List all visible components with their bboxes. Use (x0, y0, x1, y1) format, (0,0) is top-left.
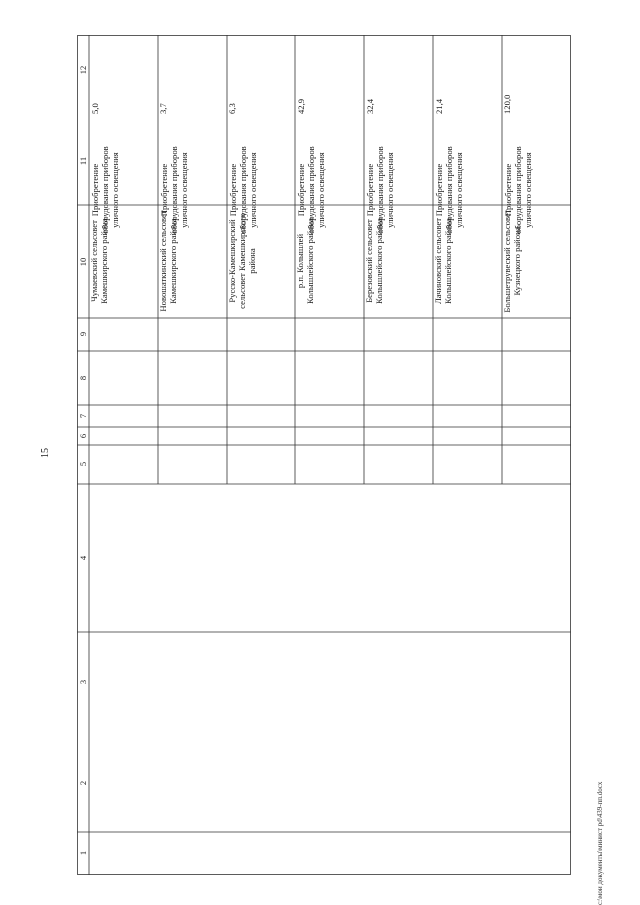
column-header-2: 2 (78, 780, 88, 786)
footer-file-path: c:\мои документы\минист pd\439-пп.docx (596, 781, 604, 905)
row-6-purpose: Приобретение оборудования приборов уличного освещения (434, 146, 465, 234)
row-4-amount: 42,9 (296, 98, 306, 114)
row-3-amount: 6,3 (227, 103, 237, 114)
row-2-amount: 3,7 (158, 103, 168, 114)
row-2-purpose: Приобретение оборудования приборов уличного освещения (159, 146, 190, 234)
column-header-5: 5 (78, 461, 88, 467)
row-6-recipient: Лачиновский сельсовет Колышлейского района (433, 217, 454, 305)
row-5-recipient: Березовский сельсовет Колышлейского района (364, 218, 385, 304)
column-header-4: 4 (78, 555, 88, 561)
budget-table (77, 35, 571, 875)
row-1-amount: 5,0 (90, 103, 100, 114)
column-header-7: 7 (78, 413, 88, 419)
row-4-purpose: Приобретение оборудования приборов уличного освещения (296, 146, 327, 234)
row-7-amount: 120,0 (502, 94, 512, 114)
row-3-purpose: Приобретение оборудования приборов уличного освещения (228, 146, 259, 234)
column-header-9: 9 (78, 331, 88, 337)
column-header-11: 11 (78, 156, 88, 166)
column-header-10: 10 (78, 257, 88, 267)
row-1-purpose: Приобретение оборудования приборов уличного освещения (90, 146, 121, 234)
column-header-6: 6 (78, 433, 88, 439)
row-7-purpose: Приобретение оборудования приборов уличного освещения (503, 146, 534, 234)
row-5-purpose: Приобретение оборудования приборов уличного освещения (365, 146, 396, 234)
row-1-recipient: Чумаевский сельсовет Камешкирского района (89, 218, 110, 304)
row-6-amount: 21,4 (434, 98, 444, 114)
row-4-recipient: р.п. Колышлей Колышлейского района (295, 218, 316, 304)
column-header-1: 1 (78, 850, 88, 856)
row-3-recipient: Русско-Камешкирский сельсовет Камешкирского района (227, 213, 258, 309)
row-7-recipient: Большетрувеский сельсовет Кузнецкого района (502, 209, 523, 313)
row-5-amount: 32,4 (365, 98, 375, 114)
column-header-3: 3 (78, 679, 88, 685)
column-header-12: 12 (78, 65, 88, 75)
column-header-8: 8 (78, 375, 88, 381)
page-number: 15 (40, 448, 51, 458)
row-2-recipient: Новошаткинский сельсовет Камешкирского района (158, 210, 179, 312)
